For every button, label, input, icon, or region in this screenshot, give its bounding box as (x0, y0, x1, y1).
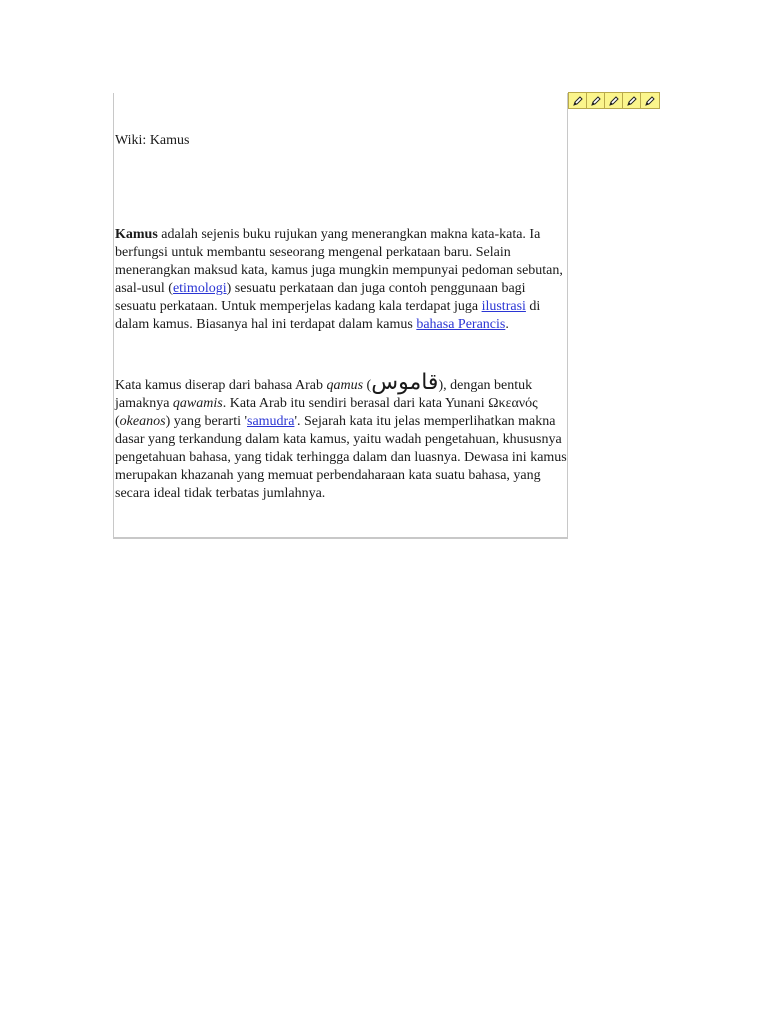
paragraph-etymology: Kata kamus diserap dari bahasa Arab qamus (قاموس), dengan bentuk jamaknya qawamis. Kata Arab itu sendiri berasal dari kata Yunani Ωκεανός (okeanos) yang berarti 'samudra'. Sejarah kata itu jelas memperlihatkan makna dasar yang terkandung dalam kata kamus, yaitu wadah pengetahuan, khususnya pengetahuan bahasa, yang tidak terhingga dalam dan luasnya. Dewasa ini kamus merupakan khazanah yang memuat perbendaharaan kata suatu bahasa, yang secara ideal tidak terbatas jumlahnya. (115, 370, 567, 501)
edit-icon[interactable] (587, 93, 605, 108)
arabic-word: قاموس (371, 370, 439, 395)
edit-icon[interactable] (623, 93, 641, 108)
edit-icon[interactable] (641, 93, 659, 108)
link-etimologi[interactable]: etimologi (172, 281, 227, 296)
paragraph-definition: Kamus adalah sejenis buku rujukan yang menerangkan makna kata-kata. Ia berfungsi untuk membantu seseorang mengenal perkataan baru. Selain menerangkan maksud kata, kamus juga mungkin mempunyai pedoman sebutan, asal-usul (etimologi) sesuatu perkataan dan juga contoh penggunaan bagi sesuatu perkataan. Untuk memperjelas kadang kala terdapat juga ilustrasi di dalam kamus. Biasanya hal ini terdapat dalam kamus bahasa Perancis. (115, 227, 563, 332)
link-bahasa-perancis[interactable]: bahasa Perancis (416, 317, 506, 332)
bold-term: Kamus (115, 227, 158, 242)
term-qamus: qamus (326, 378, 364, 393)
link-samudra[interactable]: samudra (247, 414, 295, 429)
term-qawamis: qawamis (172, 396, 223, 411)
icon-toolbar (568, 92, 660, 109)
term-okeanos: okeanos (119, 414, 166, 429)
link-ilustrasi[interactable]: ilustrasi (481, 299, 526, 314)
edit-icon[interactable] (569, 93, 587, 108)
page-title: Wiki: Kamus (115, 133, 190, 148)
edit-icon[interactable] (605, 93, 623, 108)
